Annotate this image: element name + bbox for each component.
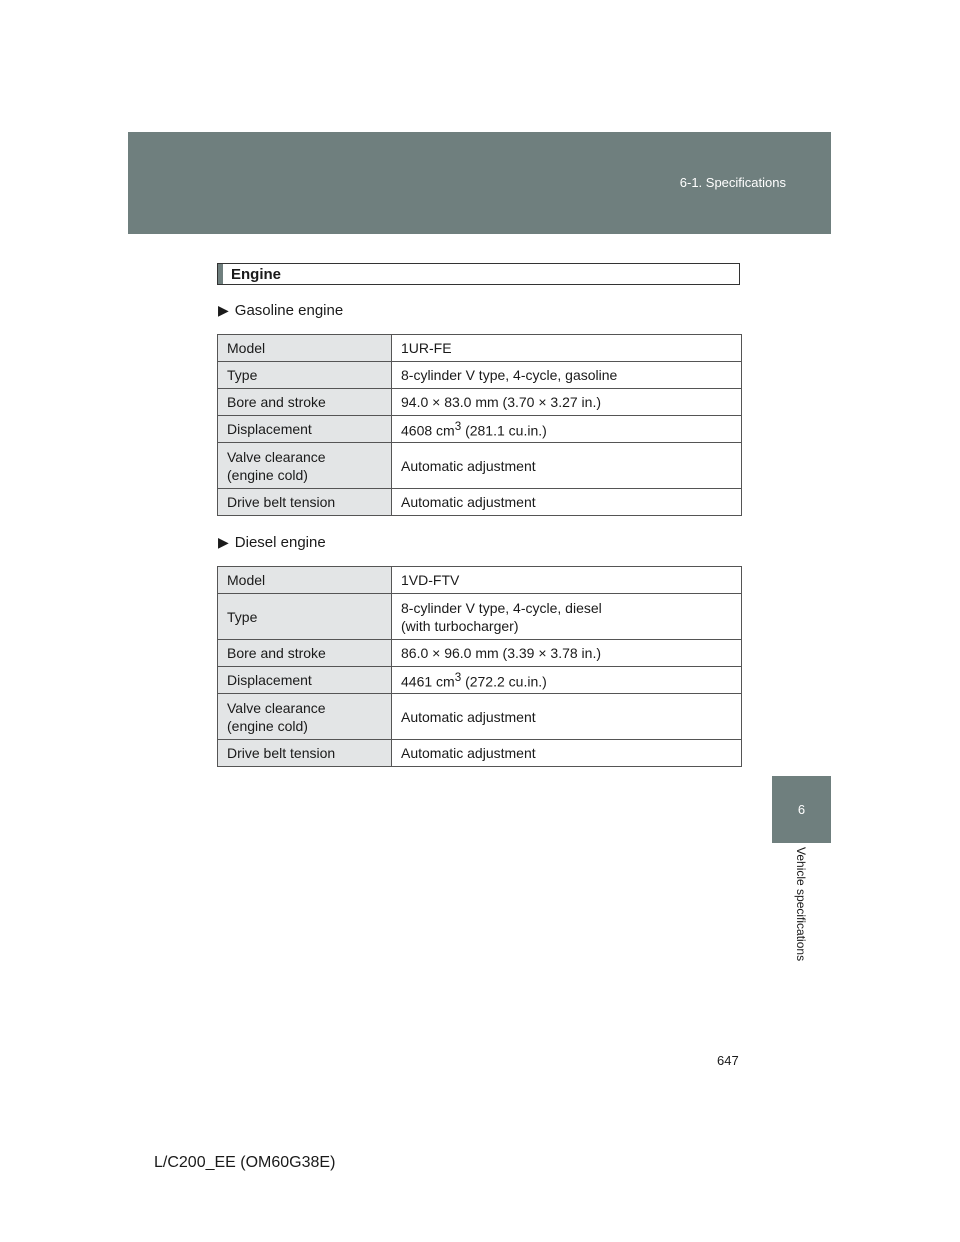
spec-key: Displacement: [218, 667, 392, 694]
header-band: [128, 132, 831, 234]
chapter-tab-number: 6: [772, 776, 831, 843]
diesel-spec-table: [217, 566, 742, 767]
spec-key: Model: [218, 335, 392, 362]
spec-value: [392, 594, 742, 640]
table-row: [218, 489, 742, 516]
spec-value: 1VD-FTV: [392, 567, 742, 594]
spec-value-line: 8-cylinder V type, 4-cycle, diesel: [401, 599, 602, 616]
table-row: [218, 694, 742, 740]
unit-superscript: 3: [454, 420, 462, 434]
table-row: [218, 362, 742, 389]
table-row: [218, 640, 742, 667]
spec-key: Type: [218, 362, 392, 389]
spec-value: 94.0 × 83.0 mm (3.70 × 3.27 in.): [392, 389, 742, 416]
unit-superscript: 3: [454, 671, 462, 685]
spec-key: Type: [218, 594, 392, 640]
table-row: [218, 667, 742, 694]
spec-value-line: (with turbocharger): [401, 617, 519, 634]
displacement-value: 4608 cm: [401, 422, 455, 439]
arrow-right-icon: ▶: [218, 302, 229, 318]
spec-value: Automatic adjustment: [392, 443, 742, 489]
gasoline-heading-text: Gasoline engine: [234, 302, 344, 319]
section-accent: [218, 264, 223, 284]
displacement-imperial: (272.2 cu.in.): [461, 673, 547, 690]
displacement-imperial: (281.1 cu.in.): [461, 422, 547, 439]
spec-key: Drive belt tension: [218, 740, 392, 767]
table-row: [218, 335, 742, 362]
section-title: Engine: [231, 266, 282, 283]
arrow-right-icon: ▶: [218, 534, 229, 550]
spec-value: [392, 416, 742, 443]
spec-key-line: Valve clearance: [227, 448, 326, 465]
spec-value: 86.0 × 96.0 mm (3.39 × 3.78 in.): [392, 640, 742, 667]
spec-key-line: (engine cold): [227, 717, 308, 734]
table-row: [218, 443, 742, 489]
chapter-label-text: Vehicle specifications: [794, 847, 808, 962]
spec-value: 1UR-FE: [392, 335, 742, 362]
document-code: L/C200_EE (OM60G38E): [154, 1154, 336, 1171]
spec-key: Bore and stroke: [218, 640, 392, 667]
spec-key: Model: [218, 567, 392, 594]
spec-value: Automatic adjustment: [392, 489, 742, 516]
spec-key-line: Valve clearance: [227, 699, 326, 716]
spec-value: 8-cylinder V type, 4-cycle, gasoline: [392, 362, 742, 389]
table-row: [218, 389, 742, 416]
spec-key-line: (engine cold): [227, 466, 308, 483]
spec-value: Automatic adjustment: [392, 694, 742, 740]
table-row: [218, 594, 742, 640]
spec-key: Bore and stroke: [218, 389, 392, 416]
diesel-heading: [218, 534, 326, 551]
section-title-bar: [217, 263, 740, 285]
spec-value: Automatic adjustment: [392, 740, 742, 767]
spec-value: [392, 667, 742, 694]
gasoline-spec-table: [217, 334, 742, 516]
spec-key: Drive belt tension: [218, 489, 392, 516]
spec-key: [218, 443, 392, 489]
spec-key: Displacement: [218, 416, 392, 443]
table-row: [218, 567, 742, 594]
section-breadcrumb: 6-1. Specifications: [679, 175, 786, 190]
gasoline-heading: [218, 302, 343, 319]
page-number: 647: [717, 1053, 739, 1068]
table-row: [218, 416, 742, 443]
displacement-value: 4461 cm: [401, 673, 455, 690]
table-row: [218, 740, 742, 767]
diesel-heading-text: Diesel engine: [234, 534, 326, 551]
spec-key: [218, 694, 392, 740]
chapter-tab-label: [772, 847, 831, 987]
